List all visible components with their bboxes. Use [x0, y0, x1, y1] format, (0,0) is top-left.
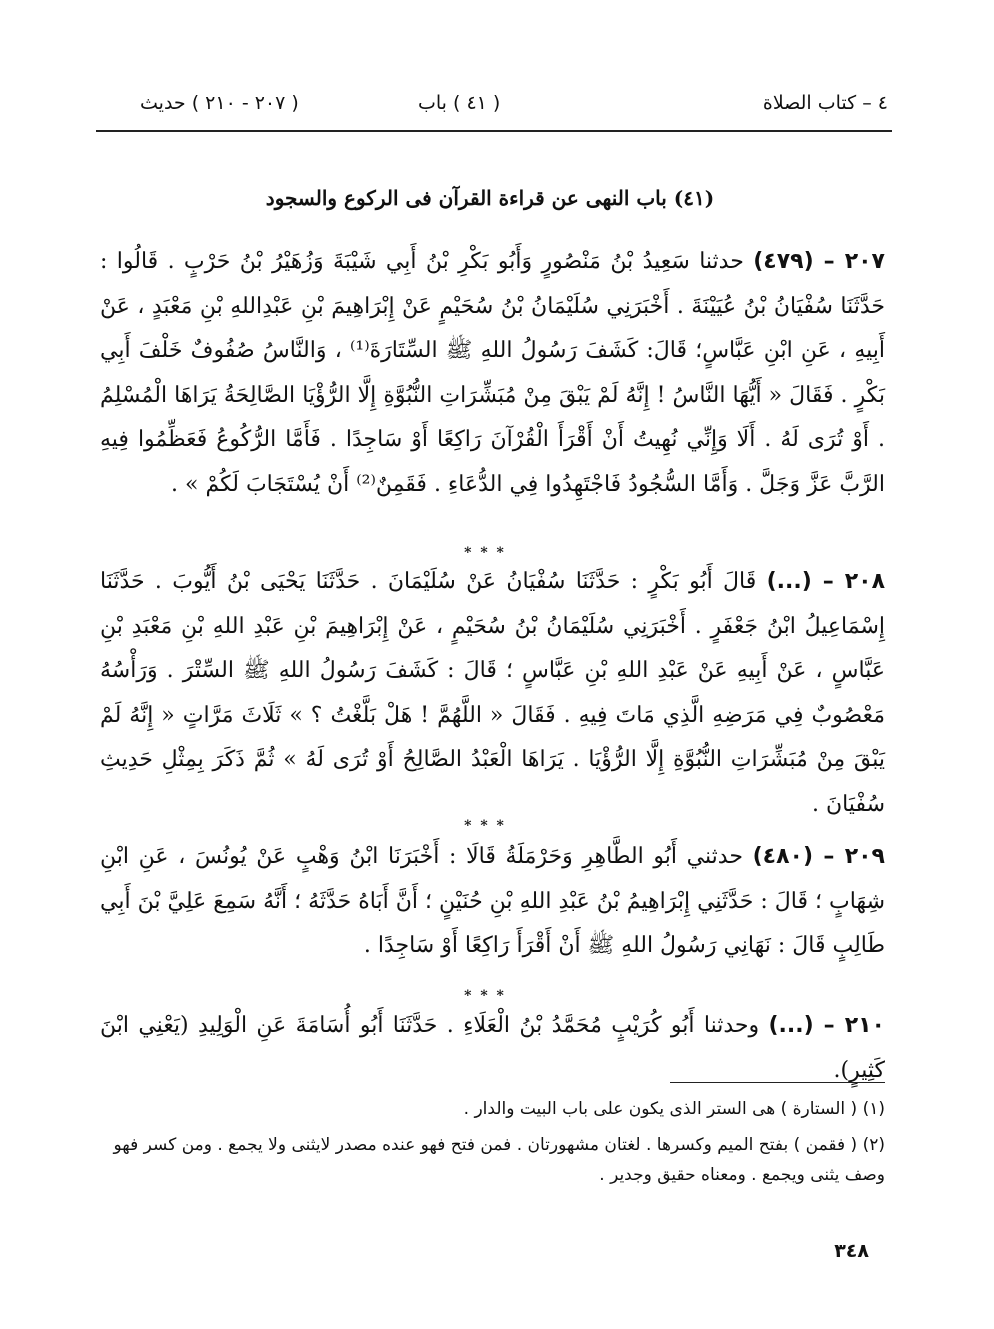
hadith-text: قَالَ أَبُو بَكْرٍ : حَدَّثَنَا سُفْيَانُ عَنْ سُلَيْمَانَ . حَدَّثَنَا يَحْيَى بْنُ أَيُّوبَ . حَدَّثَنَا إِسْمَاعِيلُ ابْنُ جَعْفَرٍ . أَخْبَرَنِي سُلَيْمَانُ بْنُ سُحَيْمٍ ، عَنْ إِبْرَاهِيمَ بْنِ عَبْدِ اللهِ بْنِ مَعْبَدِ بْنِ عَبَّاسٍ ، عَنْ أَبِيهِ عَنْ عَبْدِ اللهِ بْنِ عَبَّاسٍ ؛ قَالَ : كَشَفَ رَسُولُ اللهِ ﷺ السِّتْرَ . وَرَأْسُهُ مَعْصُوبٌ فِي مَرَضِهِ الَّذِي مَاتَ فِيهِ . فَقَالَ « اللَّهُمَّ ! هَلْ بَلَّغْتُ ؟ » ثَلَاثَ مَرَّاتٍ « إِنَّهُ لَمْ يَبْقَ مِنْ مُبَشِّرَاتِ النُّبُوَّةِ إِلَّا الرُّؤْيَا . يَرَاهَا الْعَبْدُ الصَّالِحُ أَوْ تُرَى لَهُ » ثُمَّ ذَكَرَ بِمِثْلِ حَدِيثِ سُفْيَانَ .: [100, 569, 885, 817]
chapter-title: (٤١) باب النهى عن قراءة القرآن فى الركوع والسجود: [265, 186, 715, 210]
hadith-number: ٢٠٨ – (...): [766, 569, 886, 594]
hadith-text: حدثني أَبُو الطَّاهِرِ وَحَرْمَلَةُ قَالَا : أَخْبَرَنَا ابْنُ وَهْبٍ عَنْ يُونُسَ ، عَنِ ابْنِ شِهَابٍ ؛ قَالَ : حَدَّثَنِي إِبْرَاهِيمُ بْنُ عَبْدِ اللهِ بْنِ حُنَيْنٍ ؛ أَنَّ أَبَاهُ حَدَّثَهُ ؛ أَنَّهُ سَمِعَ عَلِيَّ بْنَ أَبِي طَالِبٍ قَالَ : نَهَانِي رَسُولُ اللهِ ﷺ أَنْ أَقْرَأَ رَاكِعًا أَوْ سَاجِدًا .: [100, 844, 885, 958]
hadith-210: [100, 1004, 885, 1093]
hadith-207: [100, 240, 885, 507]
running-header: [98, 86, 888, 126]
footnote-1: (١) ( الستارة ) هى الستر الذى يكون على باب البيت والدار .: [463, 1099, 885, 1119]
section-separator: * * *: [464, 818, 506, 834]
section-separator: * * *: [464, 545, 506, 561]
header-chapter-number: ( ٤١ ) باب: [418, 92, 501, 114]
footnote-divider: [670, 1082, 885, 1083]
header-divider: [96, 130, 892, 132]
hadith-209: [100, 835, 885, 969]
page-number: ٣٤٨: [834, 1240, 869, 1262]
footnote-2: (٢) ( فقمن ) بفتح الميم وكسرها . لغتان مشهورتان . فمن فتح فهو عنده مصدر لايثنى ولا يجمع . ومن كسر فهو وصف يثنى ويجمع . ومعناه حقيق وجدير .: [113, 1135, 885, 1185]
header-hadith-range: ( ٢٠٧ - ٢١٠ ) حديث: [140, 92, 299, 114]
hadith-208: [100, 560, 885, 827]
header-book-title: ٤ – كتاب الصلاة: [762, 92, 888, 114]
hadith-number: ٢١٠ – (...): [768, 1013, 885, 1038]
hadith-text: حدثنا سَعِيدُ بْنُ مَنْصُورٍ وَأَبُو بَكْرِ بْنُ أَبِي شَيْبَةَ وَزُهَيْرُ بْنُ حَرْبٍ . قَالُوا : حَدَّثَنَا سُفْيَانُ بْنُ عُيَيْنَةَ . أَخْبَرَنِي سُلَيْمَانُ بْنُ سُحَيْمٍ عَنْ إِبْرَاهِيمَ بْنِ عَبْدِاللهِ بْنِ مَعْبَدٍ ، عَنْ أَبِيهِ ، عَنِ ابْنِ عَبَّاسٍ؛ قَالَ: كَشَفَ رَسُولُ اللهِ ﷺ السِّتَارَةَ⁽¹⁾ ، وَالنَّاسُ صُفُوفٌ خَلْفَ أَبِي بَكْرٍ . فَقَالَ « أَيُّهَا النَّاسُ ! إِنَّهُ لَمْ يَبْقَ مِنْ مُبَشِّرَاتِ النُّبُوَّةِ إِلَّا الرُّؤْيَا الصَّالِحَةُ يَرَاهَا الْمُسْلِمُ . أَوْ تُرَى لَهُ . أَلَا وَإِنِّي نُهِيتُ أَنْ أَقْرَأَ الْقُرْآنَ رَاكِعًا أَوْ سَاجِدًا . فَأَمَّا الرُّكُوعُ فَعَظِّمُوا فِيهِ الرَّبَّ عَزَّ وَجَلَّ . وَأَمَّا السُّجُودُ فَاجْتَهِدُوا فِي الدُّعَاءِ . فَقَمِنٌ⁽²⁾ أَنْ يُسْتَجَابَ لَكُمْ » .: [100, 249, 885, 497]
hadith-text: وحدثنا أَبُو كُرَيْبٍ مُحَمَّدُ بْنُ الْعَلَاءِ . حَدَّثَنَا أَبُو أُسَامَةَ عَنِ الْوَلِيدِ (يَعْنِي ابْنَ كَثِيرٍ).: [100, 1013, 885, 1083]
section-separator: * * *: [464, 988, 506, 1004]
hadith-number: ٢٠٧ – (٤٧٩): [753, 249, 885, 274]
hadith-number: ٢٠٩ – (٤٨٠): [752, 844, 885, 869]
